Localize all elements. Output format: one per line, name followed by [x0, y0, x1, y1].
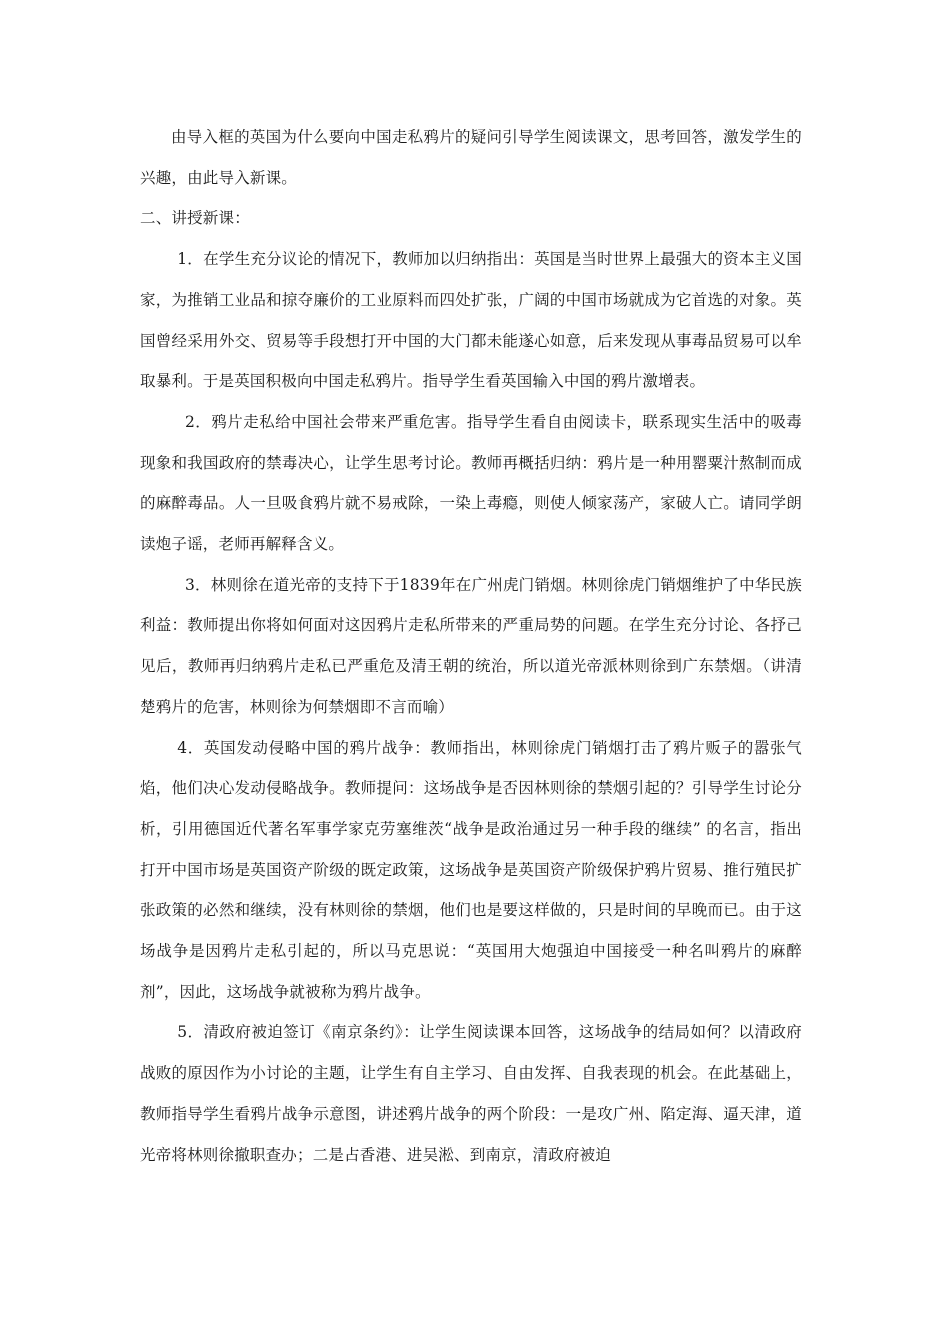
- section-heading: 二、讲授新课：: [140, 209, 250, 228]
- paragraph-5: 5．清政府被迫签订《南京条约》：让学生阅读课本回答，这场战争的结局如何？以清政府战败的原因作为小讨论的主题，让学生有自主学习、自由发挥、自我表现的机会。在此基础上，教师指导学生看鸦片战争示意图，讲述鸦片战争的两个阶段：一是攻广州、陷定海、逼天津，道光帝将林则徐撤职查办；二是占香港、进吴淞、到南京，清政府被迫: [140, 1023, 802, 1164]
- paragraph-2: 2．鸦片走私给中国社会带来严重危害。指导学生看自由阅读卡，联系现实生活中的吸毒现象和我国政府的禁毒决心，让学生思考讨论。教师再概括归纳：鸦片是一种用罂粟汁熬制而成的麻醉毒品。人一旦吸食鸦片就不易戒除，一染上毒瘾，则使人倾家荡产，家破人亡。请同学朗读炮子谣，老师再解释含义。: [140, 412, 802, 554]
- intro-paragraph: 由导入框的英国为什么要向中国走私鸦片的疑问引导学生阅读课文，思考回答，激发学生的兴趣，由此导入新课。: [140, 128, 802, 187]
- paragraph-3: 3．林则徐在道光帝的支持下于1839年在广州虎门销烟。林则徐虎门销烟维护了中华民族利益：教师提出你将如何面对这因鸦片走私所带来的严重局势的问题。在学生充分讨论、各抒己见后，教师再归纳鸦片走私已严重危及清王朝的统治，所以道光帝派林则徐到广东禁烟。（讲清楚鸦片的危害，林则徐为何禁烟即不言而喻）: [140, 575, 802, 716]
- document-body: [140, 117, 802, 1175]
- paragraph-1: 1．在学生充分议论的情况下，教师加以归纳指出：英国是当时世界上最强大的资本主义国家，为推销工业品和掠夺廉价的工业原料而四处扩张，广阔的中国市场就成为它首选的对象。英国曾经采用外交、贸易等手段想打开中国的大门都未能遂心如意，后来发现从事毒品贸易可以牟取暴利。于是英国积极向中国走私鸦片。指导学生看英国输入中国的鸦片激增表。: [140, 250, 802, 391]
- paragraph-4: 4．英国发动侵略中国的鸦片战争：教师指出，林则徐虎门销烟打击了鸦片贩子的嚣张气焰，他们决心发动侵略战争。教师提问：这场战争是否因林则徐的禁烟引起的？引导学生讨论分析，引用德国近代著名军事学家克劳塞维茨“战争是政治通过另一种手段的继续” 的名言，指出打开中国市场是英国资产阶级的既定政策，这场战争是英国资产阶级保护鸦片贸易、推行殖民扩张政策的必然和继续，没有林则徐的禁烟，他们也是要这样做的，只是时间的早晚而已。由于这场战争是因鸦片走私引起的，所以马克思说：“英国用大炮强迫中国接受一种名叫鸦片的麻醉剂”，因此，这场战争就被称为鸦片战争。: [140, 738, 802, 1001]
